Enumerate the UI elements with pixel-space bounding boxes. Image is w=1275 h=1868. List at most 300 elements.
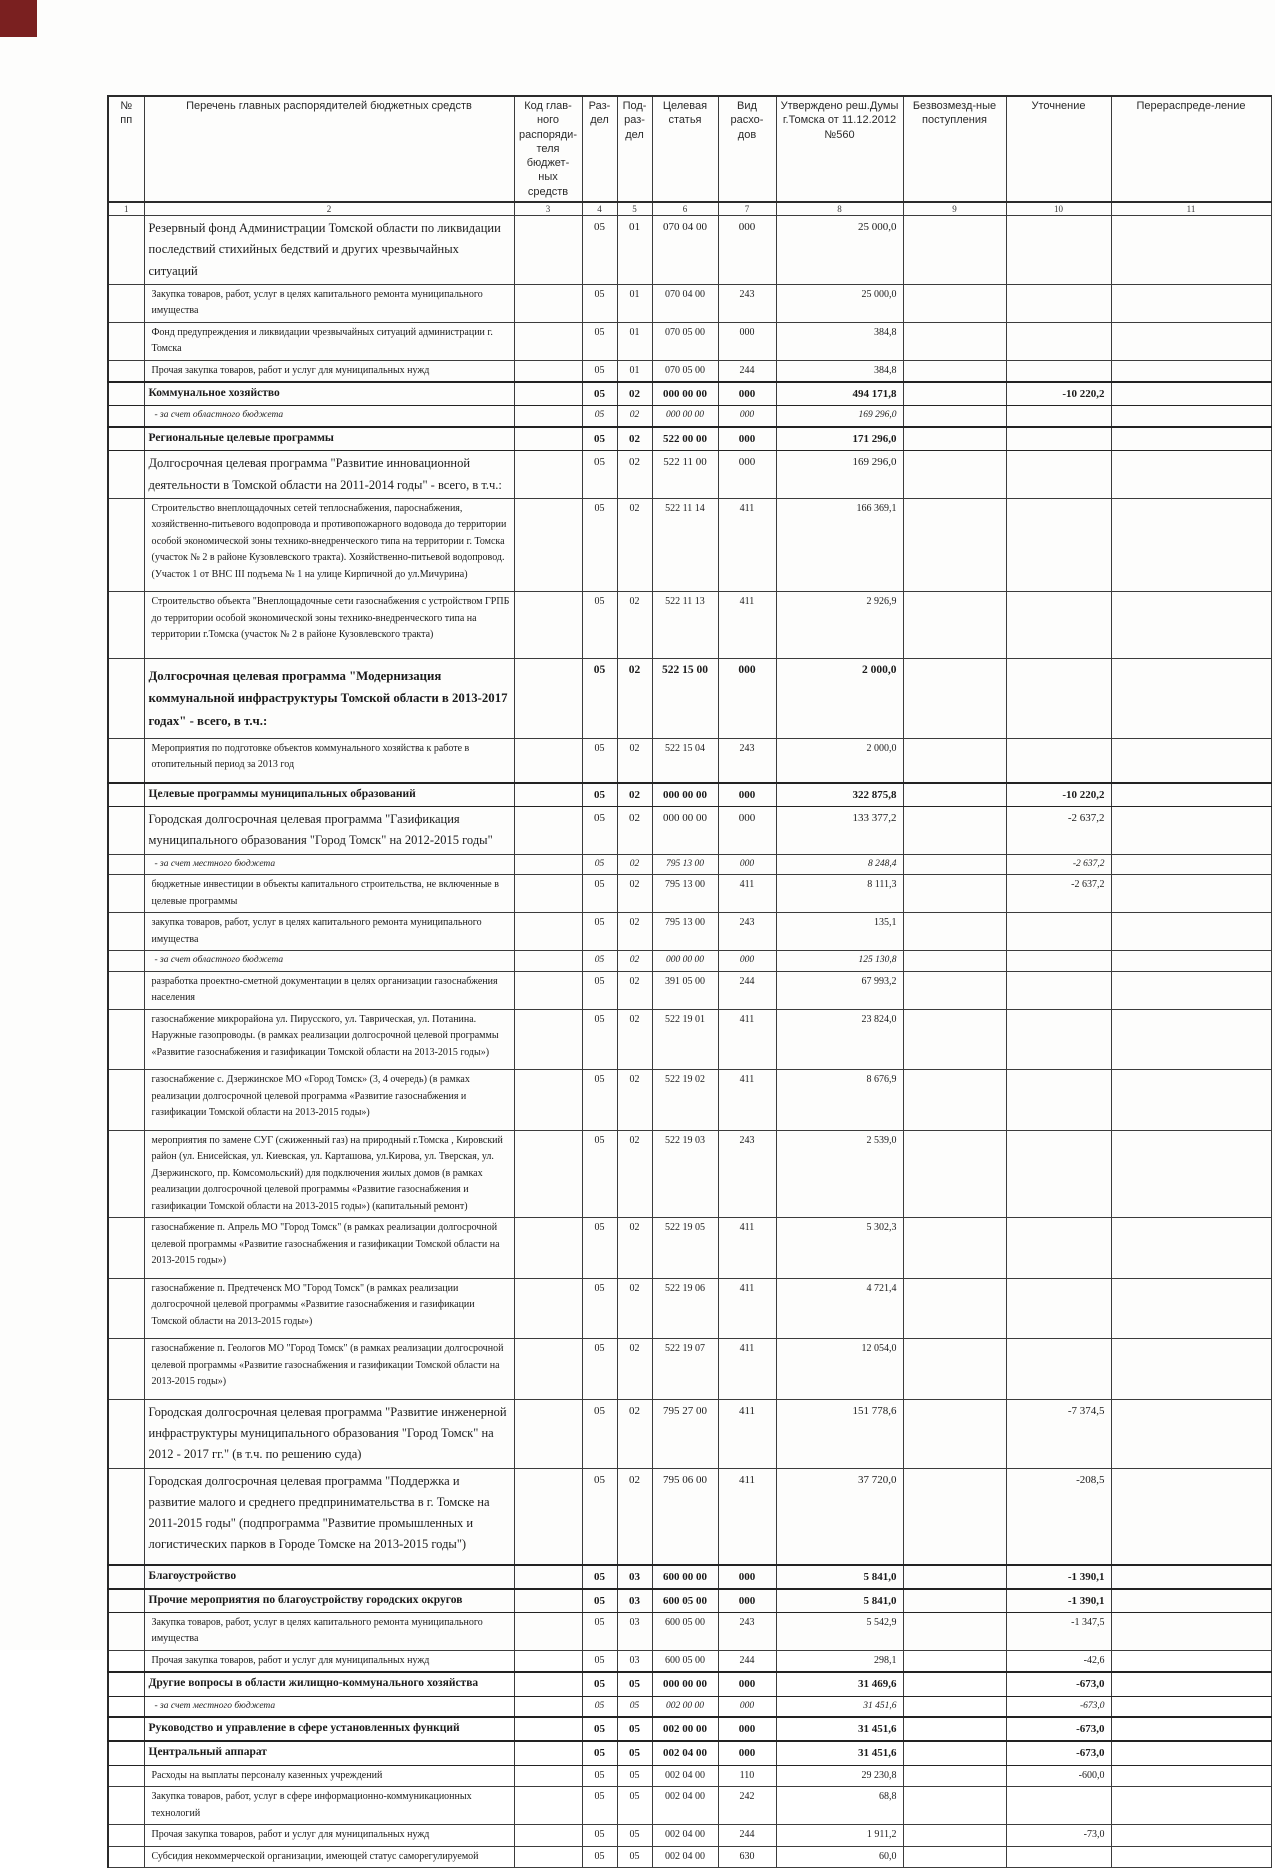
cell-podrazdel: 02 bbox=[617, 382, 652, 406]
cell-razdel: 05 bbox=[582, 1717, 617, 1741]
cell-name: - за счет областного бюджета bbox=[144, 951, 514, 972]
cell-redistribution bbox=[1111, 1399, 1271, 1468]
cell-redistribution bbox=[1111, 854, 1271, 875]
cell-razdel: 05 bbox=[582, 783, 617, 807]
table-row bbox=[108, 216, 1271, 285]
cell-name: Расходы на выплаты персоналу казенных учреждений bbox=[144, 1765, 514, 1787]
cell-grants bbox=[903, 1589, 1006, 1613]
cell-target-article: 002 00 00 bbox=[652, 1696, 718, 1717]
cell-razdel: 05 bbox=[582, 875, 617, 913]
cell-clarification: -673,0 bbox=[1006, 1741, 1111, 1765]
table-row bbox=[108, 658, 1271, 738]
cell-name: Закупка товаров, работ, услуг в целях капитального ремонта муниципального имущества bbox=[144, 284, 514, 322]
cell-clarification bbox=[1006, 1009, 1111, 1070]
cell-clarification: -1 390,1 bbox=[1006, 1565, 1111, 1589]
cell-expense-type: 000 bbox=[718, 451, 776, 499]
cell-podrazdel: 05 bbox=[617, 1787, 652, 1825]
cell-podrazdel: 03 bbox=[617, 1650, 652, 1672]
cell-redistribution bbox=[1111, 1846, 1271, 1868]
cell-approved: 31 451,6 bbox=[776, 1717, 903, 1741]
cell-grants bbox=[903, 360, 1006, 382]
cell-expense-type: 242 bbox=[718, 1787, 776, 1825]
cell-clarification: -600,0 bbox=[1006, 1765, 1111, 1787]
cell-redistribution bbox=[1111, 1339, 1271, 1400]
cell-clarification bbox=[1006, 360, 1111, 382]
cell-name: - за счет местного бюджета bbox=[144, 854, 514, 875]
cell-approved: 4 721,4 bbox=[776, 1278, 903, 1339]
cell-approved: 29 230,8 bbox=[776, 1765, 903, 1787]
table-body bbox=[108, 216, 1271, 1868]
table-row bbox=[108, 1612, 1271, 1650]
cell-row-number bbox=[108, 592, 144, 659]
cell-grants bbox=[903, 1717, 1006, 1741]
cell-grants bbox=[903, 406, 1006, 427]
cell-grbs-code bbox=[514, 406, 582, 427]
table-row bbox=[108, 1825, 1271, 1847]
cell-target-article: 522 19 03 bbox=[652, 1130, 718, 1218]
table-row bbox=[108, 913, 1271, 951]
cell-grbs-code bbox=[514, 1565, 582, 1589]
cell-grants bbox=[903, 498, 1006, 592]
cell-grbs-code bbox=[514, 913, 582, 951]
cell-expense-type: 000 bbox=[718, 658, 776, 738]
cell-redistribution bbox=[1111, 1765, 1271, 1787]
cell-row-number bbox=[108, 498, 144, 592]
cell-row-number bbox=[108, 854, 144, 875]
cell-expense-type: 000 bbox=[718, 1565, 776, 1589]
cell-grbs-code bbox=[514, 807, 582, 855]
cell-row-number bbox=[108, 1650, 144, 1672]
cell-grants bbox=[903, 592, 1006, 659]
cell-row-number bbox=[108, 1218, 144, 1279]
cell-grbs-code bbox=[514, 1278, 582, 1339]
cell-podrazdel: 02 bbox=[617, 913, 652, 951]
cell-grbs-code bbox=[514, 360, 582, 382]
cell-expense-type: 244 bbox=[718, 360, 776, 382]
cell-row-number bbox=[108, 216, 144, 285]
cell-clarification bbox=[1006, 1787, 1111, 1825]
cell-podrazdel: 05 bbox=[617, 1696, 652, 1717]
cell-row-number bbox=[108, 1717, 144, 1741]
cell-grants bbox=[903, 658, 1006, 738]
cell-razdel: 05 bbox=[582, 1565, 617, 1589]
cell-grants bbox=[903, 1846, 1006, 1868]
cell-clarification bbox=[1006, 1846, 1111, 1868]
cell-approved: 8 248,4 bbox=[776, 854, 903, 875]
cell-grbs-code bbox=[514, 1589, 582, 1613]
cell-approved: 151 778,6 bbox=[776, 1399, 903, 1468]
cell-target-article: 522 19 05 bbox=[652, 1218, 718, 1279]
cell-clarification: -42,6 bbox=[1006, 1650, 1111, 1672]
cell-approved: 384,8 bbox=[776, 360, 903, 382]
cell-redistribution bbox=[1111, 1696, 1271, 1717]
cell-target-article: 000 00 00 bbox=[652, 783, 718, 807]
table-row bbox=[108, 1650, 1271, 1672]
cell-razdel: 05 bbox=[582, 1218, 617, 1279]
cell-name: газоснабжение с. Дзержинское МО «Город Томск» (3, 4 очередь) (в рамках реализации долгосрочной целевой программа «Развитие газоснабжения и газификации Томской области на 2013-2015 годы») bbox=[144, 1070, 514, 1131]
table-row bbox=[108, 1589, 1271, 1613]
cell-approved: 1 911,2 bbox=[776, 1825, 903, 1847]
cell-expense-type: 243 bbox=[718, 284, 776, 322]
cell-clarification bbox=[1006, 322, 1111, 360]
cell-grants bbox=[903, 738, 1006, 783]
colnum-8: 8 bbox=[776, 202, 903, 216]
cell-target-article: 522 19 01 bbox=[652, 1009, 718, 1070]
table-row bbox=[108, 382, 1271, 406]
cell-target-article: 002 00 00 bbox=[652, 1717, 718, 1741]
cell-podrazdel: 05 bbox=[617, 1672, 652, 1696]
cell-razdel: 05 bbox=[582, 322, 617, 360]
cell-expense-type: 244 bbox=[718, 1825, 776, 1847]
cell-clarification: -208,5 bbox=[1006, 1468, 1111, 1565]
cell-target-article: 795 13 00 bbox=[652, 913, 718, 951]
table-row bbox=[108, 1765, 1271, 1787]
header-redistribution: Перераспреде-ление bbox=[1111, 96, 1271, 202]
cell-target-article: 600 05 00 bbox=[652, 1612, 718, 1650]
cell-row-number bbox=[108, 1741, 144, 1765]
cell-target-article: 391 05 00 bbox=[652, 971, 718, 1009]
cell-podrazdel: 03 bbox=[617, 1565, 652, 1589]
cell-podrazdel: 02 bbox=[617, 427, 652, 451]
cell-target-article: 522 19 02 bbox=[652, 1070, 718, 1131]
colnum-2: 2 bbox=[144, 202, 514, 216]
cell-approved: 166 369,1 bbox=[776, 498, 903, 592]
cell-row-number bbox=[108, 971, 144, 1009]
cell-target-article: 522 15 00 bbox=[652, 658, 718, 738]
cell-grbs-code bbox=[514, 1846, 582, 1868]
header-clarification: Уточнение bbox=[1006, 96, 1111, 202]
header-grants: Безвозмезд-ные поступления bbox=[903, 96, 1006, 202]
cell-target-article: 000 00 00 bbox=[652, 1672, 718, 1696]
cell-name: Центральный аппарат bbox=[144, 1741, 514, 1765]
cell-podrazdel: 05 bbox=[617, 1717, 652, 1741]
cell-clarification bbox=[1006, 1278, 1111, 1339]
colnum-1: 1 bbox=[108, 202, 144, 216]
cell-grbs-code bbox=[514, 1787, 582, 1825]
cell-row-number bbox=[108, 1825, 144, 1847]
cell-expense-type: 411 bbox=[718, 498, 776, 592]
cell-row-number bbox=[108, 427, 144, 451]
cell-redistribution bbox=[1111, 875, 1271, 913]
cell-razdel: 05 bbox=[582, 951, 617, 972]
cell-name: мероприятия по замене СУГ (сжиженный газ) на природный г.Томска , Кировский район (ул. Енисейская, ул. Киевская, ул. Карташова, ул.Кирова, ул. Тверская, ул. Дзержинского, пр. Комсомольский) для подключения жилых домов (в рамках реализации долгосрочной целевой программы «Развитие газоснабжения и газификации Томской области на 2013-2015 годы») (капитальный ремонт) bbox=[144, 1130, 514, 1218]
cell-name: - за счет местного бюджета bbox=[144, 1696, 514, 1717]
cell-redistribution bbox=[1111, 1672, 1271, 1696]
cell-target-article: 002 04 00 bbox=[652, 1787, 718, 1825]
cell-razdel: 05 bbox=[582, 1130, 617, 1218]
cell-name: Резервный фонд Администрации Томской области по ликвидации последствий стихийных бедствий и других чрезвычайных ситуаций bbox=[144, 216, 514, 285]
cell-row-number bbox=[108, 875, 144, 913]
colnum-6: 6 bbox=[652, 202, 718, 216]
cell-grants bbox=[903, 451, 1006, 499]
table-row bbox=[108, 1672, 1271, 1696]
table-row bbox=[108, 1339, 1271, 1400]
cell-clarification bbox=[1006, 451, 1111, 499]
cell-podrazdel: 02 bbox=[617, 971, 652, 1009]
table-row bbox=[108, 875, 1271, 913]
cell-razdel: 05 bbox=[582, 498, 617, 592]
cell-grbs-code bbox=[514, 451, 582, 499]
cell-expense-type: 244 bbox=[718, 971, 776, 1009]
cell-approved: 5 542,9 bbox=[776, 1612, 903, 1650]
cell-row-number bbox=[108, 913, 144, 951]
cell-row-number bbox=[108, 1130, 144, 1218]
cell-clarification bbox=[1006, 951, 1111, 972]
cell-clarification bbox=[1006, 913, 1111, 951]
cell-approved: 12 054,0 bbox=[776, 1339, 903, 1400]
cell-approved: 2 926,9 bbox=[776, 592, 903, 659]
cell-expense-type: 000 bbox=[718, 322, 776, 360]
cell-redistribution bbox=[1111, 1589, 1271, 1613]
cell-target-article: 000 00 00 bbox=[652, 951, 718, 972]
cell-razdel: 05 bbox=[582, 1825, 617, 1847]
cell-grants bbox=[903, 951, 1006, 972]
cell-name: Строительство объекта "Внеплощадочные сети газоснабжения с устройством ГРПБ до территории особой экономической зоны технико-внедренческого типа на территории г.Томска (участок № 2 в районе Кузовлевского тракта) bbox=[144, 592, 514, 659]
cell-podrazdel: 02 bbox=[617, 854, 652, 875]
header-approved: Утверждено реш.Думы г.Томска от 11.12.2012 №560 bbox=[776, 96, 903, 202]
cell-podrazdel: 05 bbox=[617, 1765, 652, 1787]
cell-grbs-code bbox=[514, 951, 582, 972]
cell-row-number bbox=[108, 382, 144, 406]
cell-grbs-code bbox=[514, 1612, 582, 1650]
cell-grants bbox=[903, 1696, 1006, 1717]
colnum-10: 10 bbox=[1006, 202, 1111, 216]
cell-redistribution bbox=[1111, 382, 1271, 406]
cell-target-article: 522 11 13 bbox=[652, 592, 718, 659]
cell-podrazdel: 02 bbox=[617, 1399, 652, 1468]
cell-podrazdel: 02 bbox=[617, 498, 652, 592]
cell-name: Долгосрочная целевая программа "Развитие инновационной деятельности в Томской области на 2011-2014 годы" - всего, в т.ч.: bbox=[144, 451, 514, 499]
cell-name: Городская долгосрочная целевая программа "Газификация муниципального образования "Город Томск" на 2012-2015 годы" bbox=[144, 807, 514, 855]
cell-clarification: -673,0 bbox=[1006, 1672, 1111, 1696]
table-row bbox=[108, 1070, 1271, 1131]
cell-redistribution bbox=[1111, 1787, 1271, 1825]
cell-name: Долгосрочная целевая программа "Модернизация коммунальной инфраструктуры Томской области в 2013-2017 годах" - всего, в т.ч.: bbox=[144, 658, 514, 738]
cell-razdel: 05 bbox=[582, 451, 617, 499]
cell-podrazdel: 01 bbox=[617, 360, 652, 382]
cell-clarification bbox=[1006, 658, 1111, 738]
cell-grants bbox=[903, 322, 1006, 360]
cell-expense-type: 000 bbox=[718, 951, 776, 972]
cell-podrazdel: 02 bbox=[617, 875, 652, 913]
cell-target-article: 522 00 00 bbox=[652, 427, 718, 451]
cell-razdel: 05 bbox=[582, 807, 617, 855]
cell-podrazdel: 03 bbox=[617, 1612, 652, 1650]
cell-grbs-code bbox=[514, 1696, 582, 1717]
cell-redistribution bbox=[1111, 360, 1271, 382]
cell-target-article: 002 04 00 bbox=[652, 1741, 718, 1765]
cell-row-number bbox=[108, 1009, 144, 1070]
cell-razdel: 05 bbox=[582, 1009, 617, 1070]
table-row bbox=[108, 1130, 1271, 1218]
cell-podrazdel: 02 bbox=[617, 738, 652, 783]
cell-approved: 169 296,0 bbox=[776, 451, 903, 499]
cell-podrazdel: 01 bbox=[617, 284, 652, 322]
cell-podrazdel: 02 bbox=[617, 1130, 652, 1218]
cell-razdel: 05 bbox=[582, 1650, 617, 1672]
cell-razdel: 05 bbox=[582, 1696, 617, 1717]
cell-grants bbox=[903, 1218, 1006, 1279]
cell-grants bbox=[903, 1825, 1006, 1847]
cell-approved: 322 875,8 bbox=[776, 783, 903, 807]
cell-podrazdel: 02 bbox=[617, 807, 652, 855]
cell-podrazdel: 01 bbox=[617, 322, 652, 360]
cell-redistribution bbox=[1111, 498, 1271, 592]
cell-clarification: -1 390,1 bbox=[1006, 1589, 1111, 1613]
cell-row-number bbox=[108, 1278, 144, 1339]
table-row bbox=[108, 1278, 1271, 1339]
cell-row-number bbox=[108, 360, 144, 382]
cell-name: Прочая закупка товаров, работ и услуг для муниципальных нужд bbox=[144, 1650, 514, 1672]
cell-grbs-code bbox=[514, 738, 582, 783]
cell-redistribution bbox=[1111, 1218, 1271, 1279]
table-row bbox=[108, 1717, 1271, 1741]
cell-row-number bbox=[108, 1589, 144, 1613]
cell-razdel: 05 bbox=[582, 1589, 617, 1613]
cell-podrazdel: 02 bbox=[617, 1070, 652, 1131]
cell-expense-type: 243 bbox=[718, 1130, 776, 1218]
table-row bbox=[108, 322, 1271, 360]
cell-target-article: 600 05 00 bbox=[652, 1650, 718, 1672]
cell-grbs-code bbox=[514, 592, 582, 659]
table-row bbox=[108, 406, 1271, 427]
cell-approved: 384,8 bbox=[776, 322, 903, 360]
table-row bbox=[108, 1565, 1271, 1589]
cell-expense-type: 000 bbox=[718, 216, 776, 285]
table-header bbox=[108, 96, 1271, 216]
cell-redistribution bbox=[1111, 1468, 1271, 1565]
cell-grbs-code bbox=[514, 1741, 582, 1765]
cell-name: бюджетные инвестиции в объекты капитального строительства, не включенные в целевые программы bbox=[144, 875, 514, 913]
cell-name: газоснабжение п. Предтеченск МО "Город Томск" (в рамках реализации долгосрочной целевой программы «Развитие газоснабжения и газификации Томской области на 2013-2015 годы») bbox=[144, 1278, 514, 1339]
cell-grants bbox=[903, 1650, 1006, 1672]
cell-target-article: 522 19 07 bbox=[652, 1339, 718, 1400]
cell-razdel: 05 bbox=[582, 971, 617, 1009]
cell-name: газоснабжение микрорайона ул. Пирусского, ул. Таврическая, ул. Потанина. Наружные газопроводы. (в рамках реализации долгосрочной целевой программы «Развитие газоснабжения и газификации Томской области на 2013-2015 годы») bbox=[144, 1009, 514, 1070]
cell-razdel: 05 bbox=[582, 1468, 617, 1565]
cell-expense-type: 000 bbox=[718, 783, 776, 807]
cell-approved: 2 000,0 bbox=[776, 738, 903, 783]
cell-expense-type: 000 bbox=[718, 1672, 776, 1696]
cell-row-number bbox=[108, 1612, 144, 1650]
cell-expense-type: 411 bbox=[718, 1468, 776, 1565]
cell-razdel: 05 bbox=[582, 284, 617, 322]
cell-podrazdel: 02 bbox=[617, 1278, 652, 1339]
scan-corner-mark bbox=[0, 0, 37, 37]
table-row bbox=[108, 1468, 1271, 1565]
cell-approved: 2 539,0 bbox=[776, 1130, 903, 1218]
cell-razdel: 05 bbox=[582, 913, 617, 951]
cell-clarification bbox=[1006, 498, 1111, 592]
cell-razdel: 05 bbox=[582, 1787, 617, 1825]
cell-row-number bbox=[108, 1846, 144, 1868]
table-row bbox=[108, 1218, 1271, 1279]
cell-redistribution bbox=[1111, 951, 1271, 972]
cell-row-number bbox=[108, 783, 144, 807]
cell-grbs-code bbox=[514, 1765, 582, 1787]
cell-name: закупка товаров, работ, услуг в целях капитального ремонта муниципального имущества bbox=[144, 913, 514, 951]
cell-row-number bbox=[108, 1787, 144, 1825]
cell-name: газоснабжение п. Геологов МО "Город Томск" (в рамках реализации долгосрочной целевой программы «Развитие газоснабжения и газификации Томской области на 2013-2015 годы») bbox=[144, 1339, 514, 1400]
cell-clarification bbox=[1006, 427, 1111, 451]
cell-grants bbox=[903, 1009, 1006, 1070]
header-target-article: Целевая статья bbox=[652, 96, 718, 202]
cell-podrazdel: 05 bbox=[617, 1846, 652, 1868]
cell-grbs-code bbox=[514, 1717, 582, 1741]
cell-expense-type: 243 bbox=[718, 913, 776, 951]
cell-approved: 31 469,6 bbox=[776, 1672, 903, 1696]
header-num: № пп bbox=[108, 96, 144, 202]
table-row bbox=[108, 854, 1271, 875]
cell-name: Городская долгосрочная целевая программа "Развитие инженерной инфраструктуры муниципального образования "Город Томск" на 2012 - 2017 гг." (в т.ч. по решению суда) bbox=[144, 1399, 514, 1468]
header-name: Перечень главных распорядителей бюджетных средств bbox=[144, 96, 514, 202]
cell-expense-type: 243 bbox=[718, 1612, 776, 1650]
cell-name: Прочая закупка товаров, работ и услуг для муниципальных нужд bbox=[144, 1825, 514, 1847]
cell-razdel: 05 bbox=[582, 382, 617, 406]
cell-expense-type: 000 bbox=[718, 854, 776, 875]
cell-target-article: 002 04 00 bbox=[652, 1825, 718, 1847]
cell-clarification bbox=[1006, 1070, 1111, 1131]
cell-name: Строительство внеплощадочных сетей теплоснабжения, пароснабжения, хозяйственно-питьевого водопровода и противопожарного водовода до территории особой экономической зоны технико-внедренческого типа на территории г. Томска (участок № 2 в районе Кузовлевского тракта). Хозяйственно-питьевой водопровод. (Участок 1 от ВНС III подъема № 1 на улице Кирпичной до ул.Мичурина) bbox=[144, 498, 514, 592]
table-row bbox=[108, 360, 1271, 382]
cell-clarification bbox=[1006, 284, 1111, 322]
cell-row-number bbox=[108, 406, 144, 427]
cell-clarification: -1 347,5 bbox=[1006, 1612, 1111, 1650]
cell-approved: 5 841,0 bbox=[776, 1589, 903, 1613]
cell-grants bbox=[903, 1765, 1006, 1787]
cell-target-article: 522 11 00 bbox=[652, 451, 718, 499]
header-grbs-code: Код глав-ного распоряди-теля бюджет-ных средств bbox=[514, 96, 582, 202]
cell-redistribution bbox=[1111, 1717, 1271, 1741]
cell-target-article: 522 11 14 bbox=[652, 498, 718, 592]
cell-target-article: 600 05 00 bbox=[652, 1589, 718, 1613]
cell-grants bbox=[903, 1565, 1006, 1589]
cell-target-article: 002 04 00 bbox=[652, 1765, 718, 1787]
cell-row-number bbox=[108, 1399, 144, 1468]
header-expense-type: Вид расхо-дов bbox=[718, 96, 776, 202]
cell-grbs-code bbox=[514, 1070, 582, 1131]
cell-approved: 31 451,6 bbox=[776, 1741, 903, 1765]
cell-grbs-code bbox=[514, 1825, 582, 1847]
cell-grants bbox=[903, 1672, 1006, 1696]
cell-approved: 171 296,0 bbox=[776, 427, 903, 451]
colnum-3: 3 bbox=[514, 202, 582, 216]
cell-redistribution bbox=[1111, 1650, 1271, 1672]
cell-target-article: 070 05 00 bbox=[652, 360, 718, 382]
cell-redistribution bbox=[1111, 738, 1271, 783]
cell-name: Городская долгосрочная целевая программа "Поддержка и развитие малого и среднего предпринимательства в г. Томске на 2011-2015 годы" (подпрограмма "Развитие промышленных и логистических парков в Городе Томске на 2013-2015 годы") bbox=[144, 1468, 514, 1565]
cell-target-article: 070 05 00 bbox=[652, 322, 718, 360]
cell-approved: 494 171,8 bbox=[776, 382, 903, 406]
table-row bbox=[108, 284, 1271, 322]
cell-target-article: 070 04 00 bbox=[652, 284, 718, 322]
cell-podrazdel: 05 bbox=[617, 1741, 652, 1765]
table-row bbox=[108, 498, 1271, 592]
cell-expense-type: 630 bbox=[718, 1846, 776, 1868]
cell-approved: 25 000,0 bbox=[776, 216, 903, 285]
table-row bbox=[108, 1696, 1271, 1717]
cell-expense-type: 411 bbox=[718, 1339, 776, 1400]
cell-name: Другие вопросы в области жилищно-коммунального хозяйства bbox=[144, 1672, 514, 1696]
cell-target-article: 000 00 00 bbox=[652, 406, 718, 427]
table-row bbox=[108, 592, 1271, 659]
cell-podrazdel: 02 bbox=[617, 1009, 652, 1070]
cell-grants bbox=[903, 783, 1006, 807]
cell-redistribution bbox=[1111, 1741, 1271, 1765]
header-razdel: Раз-дел bbox=[582, 96, 617, 202]
cell-redistribution bbox=[1111, 322, 1271, 360]
table-row bbox=[108, 807, 1271, 855]
